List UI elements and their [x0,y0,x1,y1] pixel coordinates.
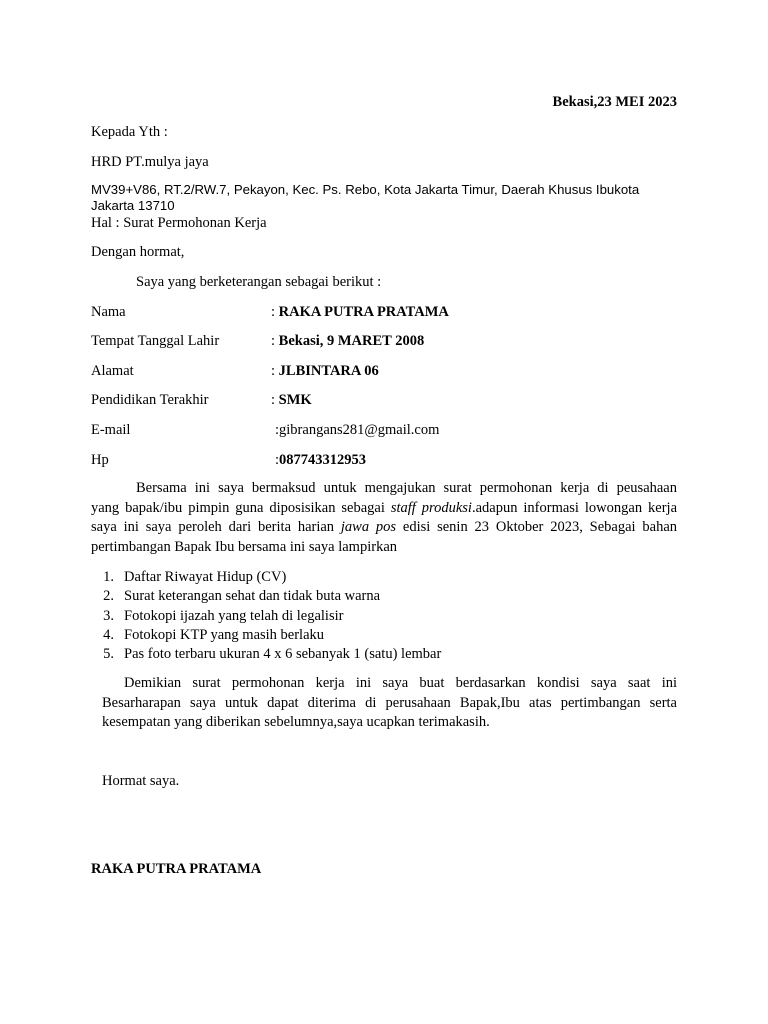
field-value: Bekasi, 9 MARET 2008 [278,333,425,349]
body-text: saya ini saya peroleh dari berita harian [91,519,341,535]
body-emphasis: staff produksi [390,499,472,516]
body-line-1: Bersama ini saya bermaksud untuk mengajukan surat permohonan kerja di peusahaan [136,480,677,496]
list-text: Fotokopi ijazah yang telah di legalisir [124,607,344,624]
recipient-salutation: Kepada Yth : [91,124,168,140]
body-text: yang bapak/ibu pimpin guna diposisikan sebagai [91,499,391,516]
body-text: .adapun informasi lowongan kerja [471,499,678,516]
field-value-ttl [271,332,424,350]
list-number: 5. [103,646,114,663]
list-number: 3. [103,607,114,624]
body-text: edisi senin 23 Oktober 2023, Sebagai bahan [396,519,678,535]
body-line-4: pertimbangan Bapak Ibu bersama ini saya lampirkan [91,538,398,555]
field-separator: : [271,363,279,379]
field-value-alamat [271,362,379,380]
intro-line: Saya yang berketerangan sebagai berikut : [136,274,382,290]
body-line-2 [91,499,677,519]
field-label-nama: Nama [91,304,126,320]
closing-paragraph [102,674,677,733]
subject-line: Hal : Surat Permohonan Kerja [91,215,267,231]
field-separator: : [275,452,280,468]
list-text: Pas foto terbaru ukuran 4 x 6 sebanyak 1 (satu) lembar [124,646,442,663]
field-value: RAKA PUTRA PRATAMA [278,304,449,320]
field-label-ttl: Tempat Tanggal Lahir [91,333,220,349]
field-value: JLBINTARA 06 [278,363,379,379]
list-text: Fotokopi KTP yang masih berlaku [124,626,325,643]
field-separator: : [271,304,279,320]
field-value-email [275,421,439,439]
field-value: gibrangans281@gmail.com [279,422,440,438]
recipient-company: HRD PT.mulya jaya [91,154,209,170]
list-number: 1. [103,569,114,585]
body-paragraph [91,479,677,557]
closing-line-1: Demikian surat permohonan kerja ini saya buat berdasarkan kondisi saya saat ini [124,675,677,691]
body-emphasis: jawa pos [340,519,397,535]
recipient-address-line1: MV39+V86, RT.2/RW.7, Pekayon, Kec. Ps. Rebo, Kota Jakarta Timur, Daerah Khusus Ibukota [91,182,640,197]
date-line: Bekasi,23 MEI 2023 [552,94,677,110]
recipient-address-line2: Jakarta 13710 [91,198,175,213]
field-separator: : [275,422,280,438]
greeting: Dengan hormat, [91,244,185,260]
body-line-3 [91,518,677,538]
list-number: 2. [103,588,114,605]
field-value-nama [271,303,449,321]
field-separator: : [271,333,279,349]
field-label-alamat: Alamat [91,363,134,379]
field-label-email: E-mail [91,422,131,438]
field-value-pendidikan [271,391,312,409]
signature-name: RAKA PUTRA PRATAMA [91,861,262,877]
field-value: 087743312953 [279,452,367,468]
field-label-hp: Hp [91,452,109,468]
field-value-hp [275,451,366,469]
list-text: Surat keterangan sehat dan tidak buta warna [124,588,381,605]
list-number: 4. [103,626,114,643]
list-text: Daftar Riwayat Hidup (CV) [124,569,287,585]
field-separator: : [271,392,279,408]
closing-line-3: kesempatan yang diberikan sebelumnya,saya ucapkan terimakasih. [102,714,490,730]
closing-line-2: Besarharapan saya untuk dapat diterima di perusahaan Bapak,Ibu atas pertimbangan serta [102,694,677,711]
field-label-pendidikan: Pendidikan Terakhir [91,392,209,408]
sign-off: Hormat saya. [102,773,180,789]
field-value: SMK [278,392,312,408]
